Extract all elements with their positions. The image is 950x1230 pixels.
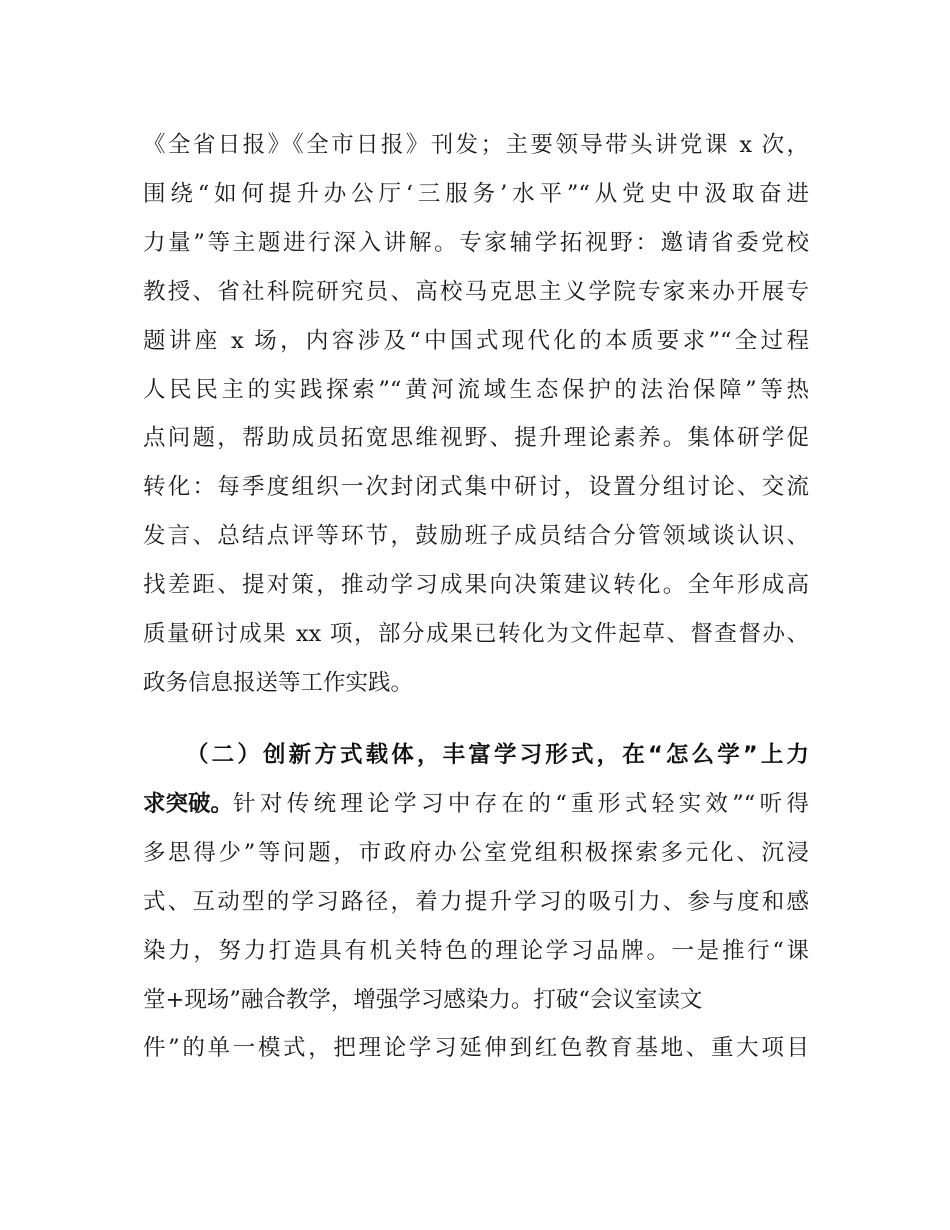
section-2-line-3: 多思得少”等问题，市政府办公室党组积极探索多元化、沉浸 xyxy=(143,840,809,866)
section-2-line-7: 件”的单一模式，把理论学习延伸到红色教育基地、重大项目 xyxy=(143,1035,809,1061)
paragraph-1-line-5: 题讲座 x 场，内容涉及“中国式现代化的本质要求”“全过程 xyxy=(143,328,809,354)
paragraph-1-line-4: 教授、省社科院研究员、高校马克思主义学院专家来办开展专 xyxy=(143,279,809,305)
section-2-line-6: 堂+现场”融合教学，增强学习感染力。打破“会议室读文 xyxy=(143,987,703,1013)
section-2-line-4: 式、互动型的学习路径，着力提升学习的吸引力、参与度和感 xyxy=(143,889,809,915)
paragraph-1-line-2: 围绕“如何提升办公厅‘三服务’水平”“从党史中汲取奋进 xyxy=(143,181,809,207)
section-2-heading-end: 求突破。 xyxy=(143,791,234,817)
paragraph-1-line-6: 人民民主的实践探索”“黄河流域生态保护的法治保障”等热 xyxy=(143,377,809,403)
section-2-line-2-text: 针对传统理论学习中存在的“重形式轻实效”“听得 xyxy=(233,791,809,817)
paragraph-1-line-11: 质量研讨成果 xx 项，部分成果已转化为文件起草、督查督办、 xyxy=(143,621,809,647)
paragraph-1-line-1: 《全省日报》《全市日报》刊发；主要领导带头讲党课 x 次， xyxy=(143,132,809,158)
paragraph-1-line-10: 找差距、提对策，推动学习成果向决策建议转化。全年形成高 xyxy=(143,572,809,598)
paragraph-1-line-8: 转化：每季度组织一次封闭式集中研讨，设置分组讨论、交流 xyxy=(143,474,809,500)
section-2-heading: （二）创新方式载体，丰富学习形式，在“怎么学”上力 xyxy=(186,742,809,768)
section-2-line-2 xyxy=(143,786,809,822)
paragraph-1-line-3: 力量”等主题进行深入讲解。专家辅学拓视野：邀请省委党校 xyxy=(143,230,809,256)
paragraph-1-line-9: 发言、总结点评等环节，鼓励班子成员结合分管领域谈认识、 xyxy=(143,523,809,549)
section-2-line-5: 染力，努力打造具有机关特色的理论学习品牌。一是推行“课 xyxy=(143,938,809,964)
paragraph-1-line-12: 政务信息报送等工作实践。 xyxy=(143,670,414,696)
paragraph-1-line-7: 点问题，帮助成员拓宽思维视野、提升理论素养。集体研学促 xyxy=(143,425,809,451)
